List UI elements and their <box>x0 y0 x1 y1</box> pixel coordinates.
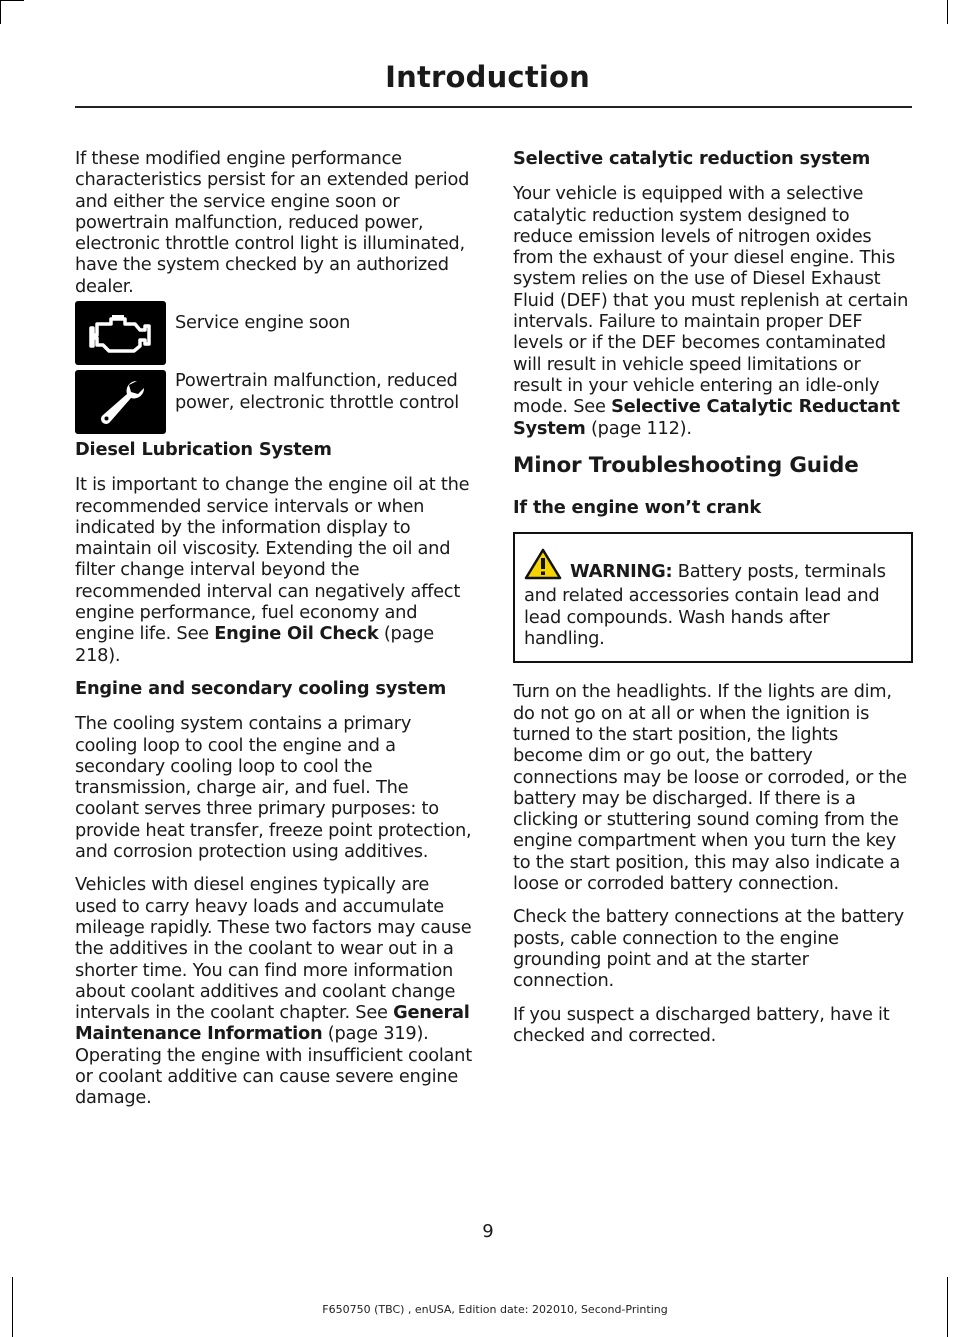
indicator-label: Powertrain malfunction, reduced power, electronic throttle control <box>175 370 459 413</box>
page-number: 9 <box>482 1221 494 1242</box>
warning-label: WARNING: <box>570 561 673 583</box>
crop-mark <box>947 0 948 24</box>
heading-cooling-system: Engine and secondary cooling system <box>75 677 447 699</box>
crop-mark <box>0 0 24 1</box>
heading-engine-wont-crank: If the engine won’t crank <box>513 496 761 518</box>
cooling-text-end: (page 319). Operating the engine with insufficient coolant or coolant additive can cause severe engine damage. <box>75 1023 472 1109</box>
warning-box <box>513 532 913 663</box>
crop-mark <box>0 0 1 24</box>
cooling-paragraph-1: The cooling system contains a primary cooling loop to cool the engine and a secondary cooling loop to cool the transmission, charge air, and fuel. The coolant serves three primary purposes: to provide heat transfer, freeze point protection, and corrosion protection using additives. <box>75 713 472 863</box>
heading-selective-catalytic: Selective catalytic reduction system <box>513 148 871 169</box>
left-column <box>75 148 475 1121</box>
cooling-paragraph-2 <box>75 874 475 1108</box>
page-ref: (page 112). <box>585 417 692 439</box>
link-engine-oil-check[interactable]: Engine Oil Check <box>214 623 379 645</box>
cooling-text: Vehicles with diesel engines typically are used to carry heavy loads and accumulate mileage rapidly. These two factors may cause the additives in the coolant to wear out in a shorter time. You can find more information about coolant additives and coolant change intervals in the coolant chapter. See <box>75 874 472 1024</box>
scr-paragraph <box>513 183 913 439</box>
edition-footer: F650750 (TBC) , enUSA, Edition date: 202010, Second-Printing <box>322 1303 668 1316</box>
diesel-paragraph <box>75 474 475 666</box>
link-general-maintenance[interactable]: General Maintenance Information <box>75 1002 470 1045</box>
wrench-icon <box>75 370 166 434</box>
link-selective-catalytic-reductant[interactable]: Selective Catalytic Reductant System <box>513 396 900 439</box>
battery-check-paragraph: Check the battery connections at the battery posts, cable connection to the engine grounding point and at the starter connection. <box>513 906 904 992</box>
warning-text: Battery posts, terminals and related accessories contain lead and lead compounds. Wash hands after handling. <box>524 561 886 650</box>
indicator-label: Service engine soon <box>175 312 351 334</box>
diesel-text: It is important to change the engine oil at the recommended service intervals or when indicated by the information display to maintain oil viscosity. Extending the oil and filter change interval beyond the recommended interval can negatively affect engine performance, fuel economy and engine life. See <box>75 474 470 645</box>
scr-text: Your vehicle is equipped with a selective catalytic reduction system designed to reduce emission levels of nitrogen oxides from the exhaust of your diesel engine. This system relies on the use of Diesel Exhaust Fluid (DEF) that you must replenish at certain intervals. Failure to maintain proper DEF levels or if the DEF becomes contaminated will result in vehicle speed limitations or result in your vehicle entering an idle-only mode. See <box>513 183 909 418</box>
headlights-paragraph: Turn on the headlights. If the lights are dim, do not go on at all or when the ignition is turned to the start position, the lights become dim or go out, the battery connections may be loose or corroded, or the battery may be discharged. If there is a clicking or stuttering sound coming from the engine compartment when you turn the key to the start position, this may also indicate a loose or corroded battery connection. <box>513 681 907 895</box>
heading-troubleshooting-guide: Minor Troubleshooting Guide <box>513 452 859 478</box>
intro-paragraph: If these modified engine performance characteristics persist for an extended period and either the service engine soon or powertrain malfunction, reduced power, electronic throttle control light is illuminated, have the system checked by an authorized dealer. <box>75 148 470 297</box>
page-ref: (page 218). <box>75 623 434 666</box>
engine-icon <box>75 301 166 365</box>
heading-diesel-lubrication: Diesel Lubrication System <box>75 438 332 460</box>
discharged-battery-paragraph: If you suspect a discharged battery, have it checked and corrected. <box>513 1003 890 1046</box>
page-header-title: Introduction <box>385 60 590 94</box>
right-column <box>513 148 913 1058</box>
warning-triangle-icon <box>524 548 562 585</box>
header-divider <box>75 106 912 108</box>
